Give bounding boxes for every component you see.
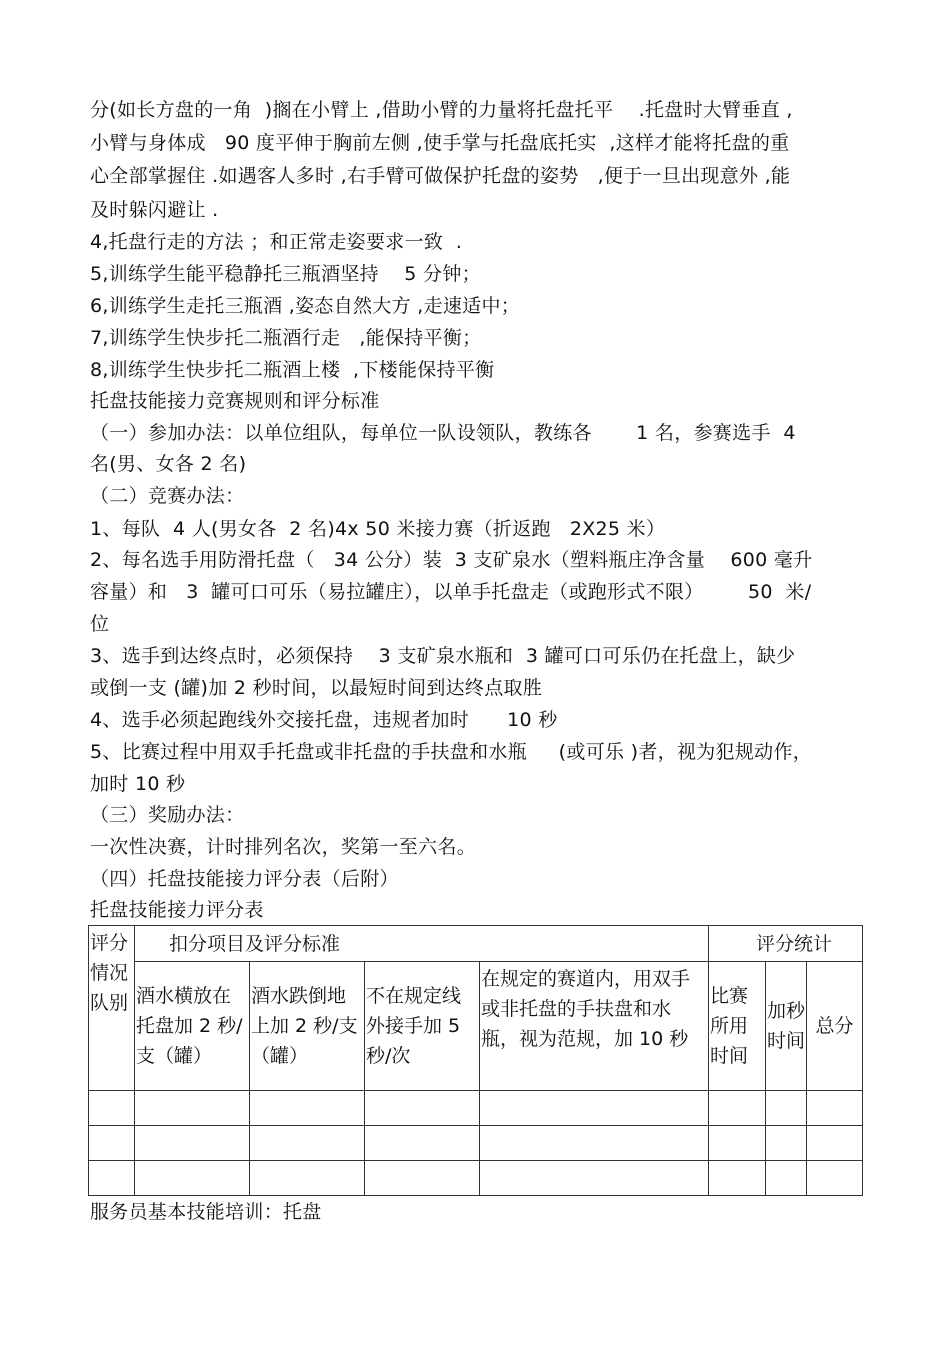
table-cell[interactable] [365, 1126, 480, 1161]
table-cell[interactable] [807, 1126, 863, 1161]
table-cell[interactable] [480, 1161, 709, 1196]
table-cell[interactable] [135, 1126, 250, 1161]
header-race-time: 比赛所用时间 [709, 962, 766, 1091]
section-heading: 托盘技能接力竞赛规则和评分标准 [90, 390, 380, 412]
text-line: （二）竞赛办法： [90, 485, 245, 507]
table-cell[interactable] [365, 1161, 480, 1196]
text-line: 8,训练学生快步托二瓶酒上楼 ,下楼能保持平衡 [90, 359, 495, 381]
table-cell[interactable] [135, 1091, 250, 1126]
table-cell[interactable] [250, 1161, 365, 1196]
header-two-hands: 在规定的赛道内，用双手或非托盘的手扶盘和水瓶，视为范规，加 10 秒 [480, 962, 709, 1091]
text-line: 5,训练学生能平稳静托三瓶酒坚持 5 分钟； [90, 263, 481, 285]
table-cell[interactable] [807, 1091, 863, 1126]
text-line: 4、选手必须起跑线外交接托盘，违规者加时 10 秒 [90, 709, 558, 731]
table-cell[interactable] [250, 1126, 365, 1161]
table-cell[interactable] [766, 1091, 807, 1126]
header-fallen-bottle: 酒水跌倒地上加 2 秒/支（罐） [250, 962, 365, 1091]
table-row [89, 1161, 863, 1196]
text-line: 分(如长方盘的一角 )搁在小臂上 ,借助小臂的力量将托盘托平 .托盘时大臂垂直 , [90, 99, 793, 121]
table-cell[interactable] [709, 1091, 766, 1126]
text-line: 小臂与身体成 90 度平伸于胸前左侧 ,使手掌与托盘底托实 ,这样才能将托盘的重 [90, 132, 790, 154]
table-cell[interactable] [480, 1126, 709, 1161]
stats-group-header: 评分统计 [709, 926, 863, 962]
text-line: 1、每队 4 人(男女各 2 名)4x 50 米接力赛（折返跑 2X25 米） [90, 518, 666, 540]
table-cell[interactable] [480, 1091, 709, 1126]
text-line: （三）奖励办法： [90, 804, 245, 826]
text-line: 一次性决赛，计时排列名次，奖第一至六名。 [90, 836, 477, 858]
text-line: 加时 10 秒 [90, 773, 186, 795]
table-row [89, 1126, 863, 1161]
table-cell[interactable] [709, 1126, 766, 1161]
header-handoff-line: 不在规定线外接手加 5 秒/次 [365, 962, 480, 1091]
text-line: 6,训练学生走托三瓶酒 ,姿态自然大方 ,走速适中； [90, 295, 521, 317]
text-line: 心全部掌握住 .如遇客人多时 ,右手臂可做保护托盘的姿势 ,便于一旦出现意外 ,能 [90, 165, 791, 187]
text-line: 2、每名选手用防滑托盘（ 34 公分）装 3 支矿泉水（塑料瓶庄净含量 600 毫升 [90, 549, 813, 571]
table-cell[interactable] [766, 1126, 807, 1161]
score-table [88, 925, 863, 1196]
table-cell[interactable] [250, 1091, 365, 1126]
text-line: 名(男、女各 2 名) [90, 453, 247, 475]
text-line: 4,托盘行走的方法 ；和正常走姿要求一致 . [90, 231, 463, 253]
table-caption: 托盘技能接力评分表 [90, 899, 264, 921]
header-total-score: 总分 [807, 962, 863, 1091]
table-cell[interactable] [89, 1126, 135, 1161]
table-row [89, 1091, 863, 1126]
table-cell[interactable] [709, 1161, 766, 1196]
text-line: 或倒一支 (罐)加 2 秒时间，以最短时间到达终点取胜 [90, 677, 543, 699]
team-column-header: 评分情况队别 [89, 926, 135, 1091]
text-line: 及时躲闪避让 . [90, 199, 219, 221]
table-cell[interactable] [766, 1161, 807, 1196]
header-added-seconds: 加秒时间 [766, 962, 807, 1091]
table-cell[interactable] [135, 1161, 250, 1196]
text-line: 位 [90, 613, 110, 635]
header-horizontal-bottle: 酒水横放在托盘加 2 秒/支（罐） [135, 962, 250, 1091]
table-cell[interactable] [365, 1091, 480, 1126]
table-cell[interactable] [89, 1091, 135, 1126]
text-line: 3、选手到达终点时，必须保持 3 支矿泉水瓶和 3 罐可口可乐仍在托盘上，缺少 [90, 645, 796, 667]
table-cell[interactable] [807, 1161, 863, 1196]
text-line: 容量）和 3 罐可口可乐（易拉罐庄），以单手托盘走（或跑形式不限） 50 米/ [90, 581, 812, 603]
deduction-group-header: 扣分项目及评分标准 [135, 926, 709, 962]
text-line: （一）参加办法：以单位组队，每单位一队设领队，教练各 1 名，参赛选手 4 [90, 422, 796, 444]
text-line: 7,训练学生快步托二瓶酒行走 ,能保持平衡； [90, 327, 482, 349]
text-line: 5、比赛过程中用双手托盘或非托盘的手扶盘和水瓶 (或可乐 )者，视为犯规动作， [90, 741, 813, 763]
table-cell[interactable] [89, 1161, 135, 1196]
text-line: （四）托盘技能接力评分表（后附） [90, 868, 399, 890]
footer-text: 服务员基本技能培训：托盘 [90, 1201, 322, 1223]
